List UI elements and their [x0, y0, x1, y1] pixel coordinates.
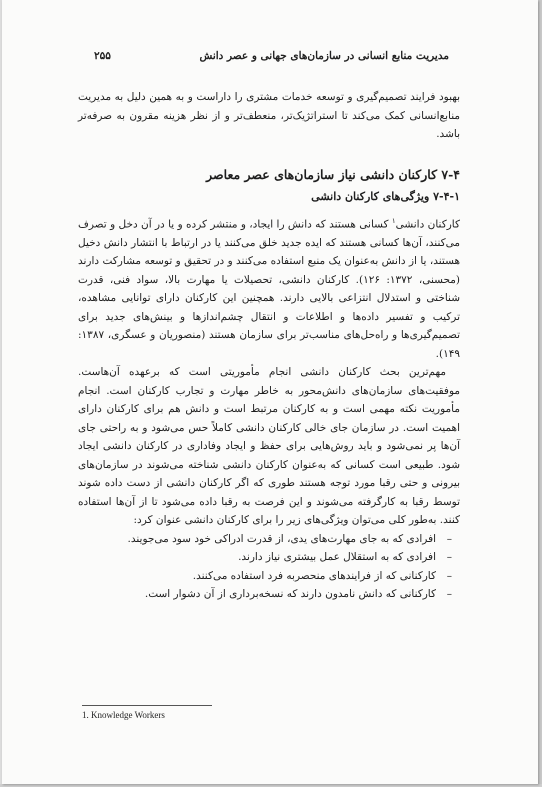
footnote-marker: ۱	[391, 216, 396, 225]
intro-paragraph: بهبود فرایند تصمیم‌گیری و توسعه خدمات مشتری را داراست و به همین دلیل به مدیریت منابع‌انسانی کمک می‌کند تا استراتژیک‌تر، منعطف‌تر و از نظر هزینه مقرون به صرفه‌تر باشد.	[78, 91, 460, 140]
bullet-dash: –	[446, 588, 452, 600]
list-item-text: افرادی که به جای مهارت‌های یدی، از قدرت ادراکی خود سود می‌جویند.	[127, 532, 436, 545]
list-item	[78, 585, 452, 604]
definition-lead-term: کارکنان دانشی	[395, 218, 460, 230]
list-item	[78, 548, 452, 567]
page-edge-shadow	[538, 0, 542, 787]
book-page	[2, 0, 538, 784]
page-header	[94, 46, 449, 66]
list-item	[78, 530, 452, 549]
list-item-text: کارکنانی که دانش نامدون دارند که نسخه‌برداری از آن دشوار است.	[144, 588, 436, 600]
definition-text: کسانی هستند که دانش را ایجاد، و منتشر کرده و یا در آن دخل و تصرف می‌کنند، آن‌ها کسانی هستند که ایده جدید خلق می‌کنند یا در ارتباط با انتشار دانش دخیل هستند، یا از دانش به‌عنوان یک منبع استفاده می‌کنند و در تحقیق و توسعه مشارکت دارند (محسنی، ۱۳۷۲: ۱۲۶). کارکنان دانشی، تحصیلات یا مهارت بالا، سواد فنی، قدرت شناختی و استدلال انتزاعی بالایی دارند. همچنین این کارکنان دارای توانایی مشاهده، ترکیب و تفسیر داده‌ها و اطلاعات و انتقال چشم‌اندازها و بینش‌های جدید برای تصمیم‌گیری‌ها و راه‌حل‌های مناسب‌تر برای سازمان هستند (منصوریان و عسگری، ۱۳۸۷: ۱۴۹).	[78, 218, 460, 360]
list-item-text: افرادی که به استقلال عمل بیشتری نیاز دارند.	[238, 551, 436, 563]
footnote-separator	[82, 705, 212, 706]
page-body	[78, 88, 460, 604]
subsection-heading: ۷-۴-۱ ویژگی‌های کارکنان دانشی	[311, 189, 460, 203]
page-number: ۲۵۵	[94, 50, 111, 62]
characteristics-list	[78, 530, 460, 604]
bullet-dash: –	[446, 532, 452, 545]
paragraph-mission: مهم‌ترین بحث کارکنان دانشی انجام مأموریتی است که برعهده آن‌هاست. موفقیت‌های سازمان‌های دانش‌محور به خاطر مهارت و تجارب کارکنان است. انجام مأموریت نکته مهمی است و به کارکنان مرتبط است و دانش هم برای کارکنان دارای اهمیت است. در سازمان جای خالی کارکنان دانشی کاملاً حس می‌شود و به راحتی جای آن‌ها پر نمی‌شود و باید روش‌هایی برای حفظ و ایجاد وفاداری در کارکنان دانشی ایجاد شود. طبیعی است کسانی که به‌عنوان کارکنان دانشی شناخته می‌شوند در سازمان‌های بیرونی و حتی رقبا مورد توجه هستند طوری که اگر کارکنان دانشی از دست داده شوند توسط رقبا به کارگرفته می‌شوند و این فرصت به رقبا داده می‌شود تا از آن‌ها استفاده کنند. به‌طور کلی می‌توان ویژگی‌های زیر را برای کارکنان دانشی عنوان کرد:	[78, 366, 460, 526]
paragraph-knowledge-workers-definition	[78, 212, 460, 364]
footnote: 1. Knowledge Workers	[82, 710, 165, 720]
running-title: مدیریت منابع انسانی در سازمان‌های جهانی و عصر دانش	[199, 50, 449, 62]
section-heading: ۷-۴ کارکنان دانشی نیاز سازمان‌های عصر معاصر	[206, 166, 460, 182]
bullet-dash: –	[446, 569, 452, 582]
list-item	[78, 567, 452, 586]
list-item-text: کارکنانی که از فرایندهای منحصربه فرد استفاده می‌کنند.	[192, 569, 436, 582]
bullet-dash: –	[446, 551, 452, 563]
